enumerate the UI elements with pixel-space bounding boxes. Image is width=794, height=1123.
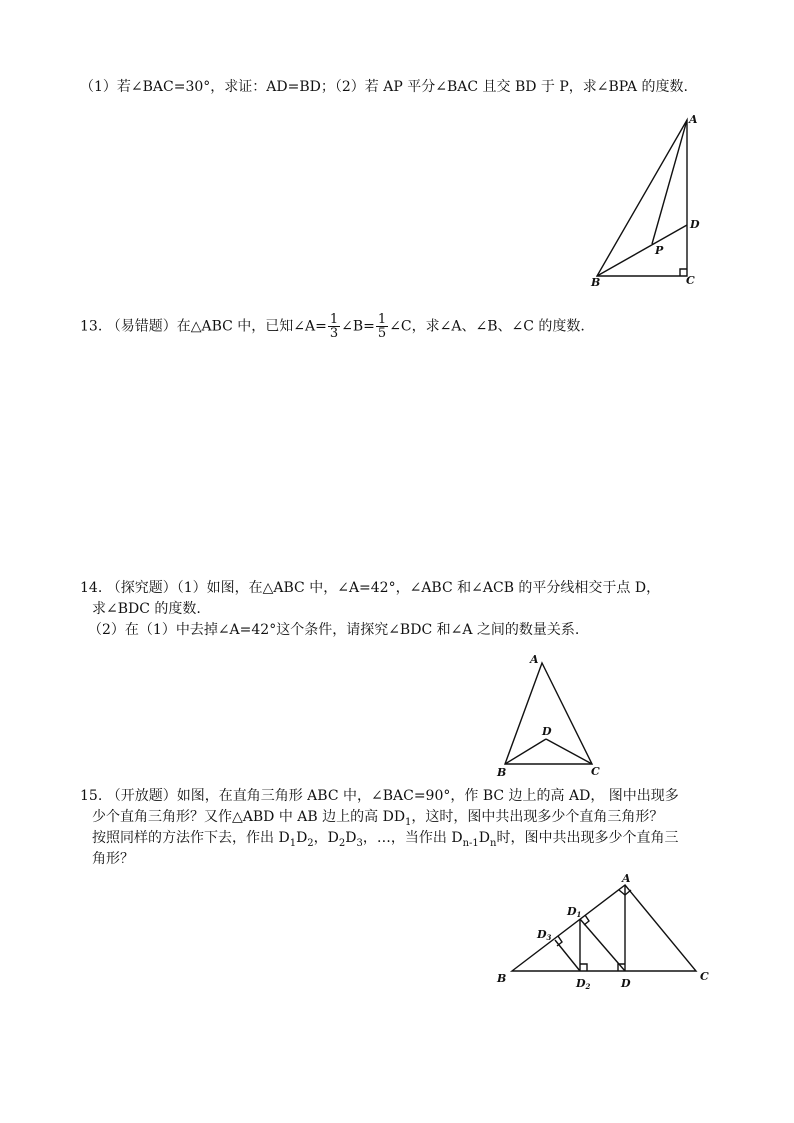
p15-l3-sub1: 1 xyxy=(289,837,297,849)
p13-part-c: ∠C，求∠A、∠B、∠C 的度数. xyxy=(389,318,585,335)
fig2-label-b: B xyxy=(497,766,507,779)
fig3-label-a: A xyxy=(622,872,631,885)
fig1-label-a: A xyxy=(689,113,698,126)
p15-l3-a: 按照同样的方法作下去，作出 D xyxy=(92,830,290,846)
fig3-label-d3: D3 xyxy=(537,928,552,942)
p15-l3-sub6: n xyxy=(490,837,497,849)
fig2-label-d: D xyxy=(542,725,552,738)
fig3-label-d: D xyxy=(621,977,631,990)
p13-part-a: 13. （易错题）在△ABC 中，已知∠A= xyxy=(80,318,327,335)
p15-l3-g: 时，图中共出现多少个直角三 xyxy=(496,830,679,846)
p15-l3-sub5: n-1 xyxy=(462,837,479,849)
problem-15-line-1: 15. （开放题）如图，在直角三角形 ABC 中，∠BAC=90°，作 BC 边上的高 AD， 图中出现多 xyxy=(80,788,679,804)
fig3-label-b: B xyxy=(497,972,507,985)
p15-line-2-a: 少个直角三角形？又作△ABD 中 AB 边上的高 DD xyxy=(92,809,406,825)
p13-part-b: ∠B= xyxy=(341,318,375,335)
problem-15-line-4: 角形？ xyxy=(92,851,134,867)
fig2-label-c: C xyxy=(591,765,600,778)
problem-14-line-2: 求∠BDC 的度数. xyxy=(92,601,201,617)
fig3-label-d1: D1 xyxy=(567,905,582,919)
p15-l3-b: D xyxy=(296,830,308,846)
problem-14-line-3: （2）在（1）中去掉∠A=42°这个条件，请探究∠BDC 和∠A 之间的数量关系. xyxy=(88,622,580,638)
fig3-altitude-dd1 xyxy=(580,919,625,971)
fraction-denominator: 3 xyxy=(329,326,339,341)
problem-14-line-1: 14. （探究题）（1）如图，在△ABC 中，∠A=42°，∠ABC 和∠ACB 的平分线相交于点 D， xyxy=(80,580,661,596)
p15-l3-sub4: 3 xyxy=(356,837,363,849)
p15-line-2-b: ，这时，图中共出现多少个直角三角形？ xyxy=(411,809,664,825)
fig3-label-d2: D2 xyxy=(576,977,591,991)
p15-l3-d: D xyxy=(345,830,357,846)
fig3-right-angle-d2 xyxy=(580,964,587,971)
p15-l3-c: ，D xyxy=(313,830,339,846)
fig1-label-b: B xyxy=(591,276,601,289)
p15-line-2-sub: 1 xyxy=(405,816,412,828)
fig1-label-p: P xyxy=(655,244,664,257)
fraction-numerator: 1 xyxy=(329,312,339,327)
fig2-label-a: A xyxy=(530,653,539,666)
fraction-numerator: 1 xyxy=(377,312,387,327)
fig3-label-c: C xyxy=(700,970,709,983)
fraction-denominator: 5 xyxy=(377,326,387,341)
fig1-label-d: D xyxy=(690,218,700,231)
p15-l3-sub2: 2 xyxy=(307,837,314,849)
fig1-label-c: C xyxy=(686,274,695,287)
p15-l3-sub3: 2 xyxy=(338,837,346,849)
p15-l3-f: D xyxy=(478,830,490,846)
p15-l3-e: ，…，当作出 D xyxy=(362,830,463,846)
problem-12-text: （1）若∠BAC=30°，求证：AD=BD；（2）若 AP 平分∠BAC 且交 BD 于 P，求∠BPA 的度数. xyxy=(80,79,688,95)
